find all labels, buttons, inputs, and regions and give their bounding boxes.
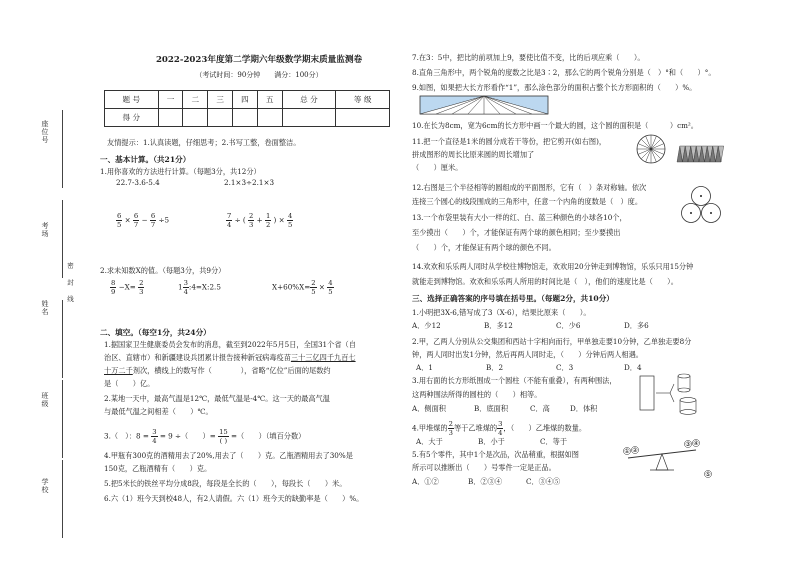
binding-line <box>62 110 63 188</box>
q2-1-underlined: 三十三亿四千九百七 <box>290 353 356 362</box>
cylinder-figures <box>640 372 708 418</box>
score-row-label: 得 分 <box>105 109 159 127</box>
score-cell[interactable] <box>183 109 208 127</box>
q2-3: 3.（ ）：8 = $\frac{3}{4}$ = 9 ÷（ ）= $\frac{15}{( )}$ =（ ）（填百分数） <box>104 428 306 445</box>
score-cell[interactable] <box>233 109 258 127</box>
q2-6: 6.六（1）班今天到校48人，有2人请假。六（1）班今天的缺勤率是（ ）%。 <box>104 494 364 503</box>
equation-2: 1 $\frac{3}{4}$ :4=X:2.5 <box>178 279 221 296</box>
expr-2: 2.1×3÷2.1×3 <box>224 178 275 187</box>
choice-4-opt[interactable]: B．小于 <box>478 437 505 446</box>
choice-1-opt[interactable]: D．多6 <box>624 321 649 330</box>
q2-4-line1: 4.甲瓶有300克的酒精用去了20%,用去了（ ）克。乙瓶酒精用去了30%是 <box>104 451 353 460</box>
q2-1-text: 治区、直辖市）和新疆建设兵团累计报告接种新冠病毒疫苗 <box>104 353 291 362</box>
rearranged-sectors-figure <box>677 144 723 162</box>
score-header: 四 <box>233 91 258 109</box>
score-header: 一 <box>158 91 183 109</box>
school-label: 学校 <box>41 478 49 494</box>
part-5-label: ⑤ <box>705 471 711 478</box>
choice-4-mid: 等于乙堆煤的 <box>453 423 498 433</box>
choice-4-tail: ，（ ）乙堆煤的数量。 <box>503 423 587 433</box>
choice-2-opt[interactable]: A．1 <box>416 363 433 372</box>
section-3-title: 三、选择正确答案的序号填在括号里。（每题2分，共10分） <box>412 294 614 303</box>
score-cell[interactable] <box>257 109 282 127</box>
part-1-label: ① <box>624 448 630 455</box>
q2-11-line2: 拼成图形的周长比原来圆的周长增加了 <box>412 150 535 159</box>
choice-3-opt[interactable]: B．底面积 <box>474 404 509 413</box>
score-header: 二 <box>183 91 208 109</box>
choice-1-stem: 1.小明把3X-6,错写成了3（X-6），结果比原来（ ）。 <box>412 308 591 317</box>
seal-line-label: 密 封 线 <box>66 262 74 306</box>
score-table <box>104 90 390 127</box>
name-label: 姓名 <box>41 300 49 316</box>
binding-line <box>62 460 63 538</box>
q2-14-line2: 就能走到博物馆。欢欢和乐乐两人所用的时间比是（ ），他们的速度比是（ ）。 <box>412 277 678 286</box>
choice-5-opt[interactable]: A．①② <box>412 477 439 486</box>
choice-5-opt[interactable]: C．③④⑤ <box>526 477 561 486</box>
q2-5: 5.把5米长的铁丝平均分成8段，每段是全长的（ ），每段长（ ）米。 <box>104 479 347 488</box>
exam-info: （考试时间：90分钟 满分：100分） <box>195 71 323 79</box>
q2-1-line3 <box>104 366 331 376</box>
score-cell[interactable] <box>282 109 336 127</box>
expr-3: $\frac{6}{5}$ × $\frac{6}{7}$ − $\frac{6}{7}$ ÷5 <box>117 212 170 229</box>
q2-12-line1: 12.右图是三个半径相等的圆组成的平面图形，它有（ ）条对称轴。依次 <box>412 183 647 192</box>
choice-2-opt[interactable]: D．4 <box>624 363 642 372</box>
equation-3-text: X+60%X= <box>272 282 311 292</box>
binding-line <box>62 300 63 378</box>
q2-12-line2: 连接三个圆心的线段围成的三角形中，任意一个内角的度数是（ ）度。 <box>412 197 643 206</box>
exam-room-label: 考场 <box>41 222 49 238</box>
three-circles-figure <box>676 186 726 228</box>
choice-2-opt[interactable]: B．2 <box>486 363 504 372</box>
choice-2-line1: 2.甲，乙两人分别从公交集团和西站十字相向而行，甲单独走要10分钟，乙单独走要8分 <box>412 337 692 346</box>
q2-14-line1: 14.欢欢和乐乐两人同时从学校往博物馆走，欢欢用20分钟走到博物馆，乐乐只用15分钟 <box>412 262 694 271</box>
choice-5-opt[interactable]: B．②③④ <box>468 477 503 486</box>
q1-1-stem: 1.用你喜欢的方法进行计算。（每题3分，共12分） <box>100 167 261 176</box>
q2-13-line1: 13.一个布袋里装有大小一样的红、白、蓝三种颜色的小球各10个， <box>412 213 627 222</box>
choice-3-line2: 这两种围法所得的圆柱的（ ）相等。 <box>412 390 542 399</box>
rectangle-shaded-figure <box>420 96 548 114</box>
section-2-title: 二、填空。（每空1分，共24分） <box>100 328 211 337</box>
friendly-tip: 友情提示：1.认真读题，仔细思考；2.书写工整，卷面整洁。 <box>107 138 301 147</box>
choice-3-opt[interactable]: D．体积 <box>570 404 598 413</box>
score-header: 题 号 <box>105 91 159 109</box>
seat-number-label: 座位号 <box>41 120 49 144</box>
choice-5-line1: 5.有5个零件，其中1个是次品，次品稍重，根据如图 <box>412 450 579 459</box>
q2-3-mid: = 9 ÷（ ）= <box>159 431 216 441</box>
expr-4: $\frac{7}{4}$ ÷ ( $\frac{2}{3}$ + $\frac{1}{2}$ ) × $\frac{4}{5}$ <box>227 212 293 229</box>
score-cell[interactable] <box>336 109 390 127</box>
choice-1-opt[interactable]: C．少6 <box>556 321 581 330</box>
binding-line <box>62 380 63 458</box>
q2-3-paren: ( ) <box>219 437 228 445</box>
score-header: 等 级 <box>336 91 390 109</box>
q2-1-underlined-2: 十万二千 <box>104 366 133 375</box>
score-header: 五 <box>257 91 282 109</box>
part-4-label: ④ <box>693 440 699 447</box>
equation-3: X+60%X= $\frac{2}{5}$ × $\frac{4}{5}$ <box>272 279 333 296</box>
choice-4-opt[interactable]: A．大于 <box>416 437 443 446</box>
choice-3-opt[interactable]: A．侧面积 <box>412 404 446 413</box>
q2-13-line3: （ ）个，才能保证有两个球的颜色不同。 <box>412 243 556 252</box>
q2-10: 10.在长为8cm，宽为6cm的长方形中画一个最大的圆，这个圆的面积是（ ）cm²。 <box>412 121 698 130</box>
q2-2-line1: 2.某地一天中，最高气温是12℃，最低气温是-4℃。这一天的最高气温 <box>104 394 330 403</box>
q2-1-line4: 是（ ）亿。 <box>104 379 155 388</box>
score-cell[interactable] <box>158 109 183 127</box>
score-header: 三 <box>208 91 233 109</box>
binding-line <box>62 200 63 278</box>
q2-11-line1: 11.把一个直径是1米的圆分成若干等份，把它剪开(如右图)， <box>412 137 607 146</box>
choice-1-opt[interactable]: B．多12 <box>484 321 513 330</box>
q2-2-line2: 与最低气温之间相差（ ）℃。 <box>104 407 213 416</box>
q1-2-stem: 2.求未知数X的值。（每题3分，共9分） <box>100 266 226 275</box>
part-3-label: ③ <box>685 441 691 448</box>
choice-3-line1: 3.用右面的长方形纸围成一个圆柱（不能有重叠），有两种围法， <box>412 376 617 385</box>
q2-3-head: 3.（ ）：8 = <box>104 431 149 441</box>
q2-8: 8.直角三角形中，两个锐角的度数之比是3∶2，那么它的两个锐角分别是（ ）°和（ ）°。 <box>412 68 716 77</box>
choice-4-opt[interactable]: C．等于 <box>540 437 568 446</box>
section-1-title: 一、基本计算。（共21分） <box>100 155 191 164</box>
page-title: 2022-2023年度第二学期六年级数学期末质量监测卷 <box>155 55 363 65</box>
q2-9: 9.如图，如果把大长方形看作“1”，那么涂色部分的面积占整个长方形面积的（ ）%。 <box>412 83 697 92</box>
q2-1-text-3: 剂次，横线上的数写作（ ），省略“亿位”后面的尾数约 <box>132 366 331 375</box>
equation-1: $\frac{8}{9}$ −X= $\frac{2}{3}$ <box>111 279 144 296</box>
score-cell[interactable] <box>208 109 233 127</box>
score-header: 总 分 <box>282 91 336 109</box>
q2-1-line1: 1.据国家卫生健康委员会发布的消息，截至到2022年5月5日，全国31个省（自 <box>104 340 356 349</box>
q2-4-line2: 150克，乙瓶酒精有（ ）克。 <box>104 464 212 473</box>
circle-sectors-figure <box>636 134 666 164</box>
choice-2-line2: 钟，两人同时出发1分钟，然后再两人同时走，（ ）分钟后两人相遇。 <box>412 350 643 359</box>
q2-1-line2 <box>104 353 356 363</box>
choice-4-head: 4.甲堆煤的 <box>412 423 448 433</box>
class-label: 班级 <box>41 392 49 408</box>
balance-scale-figure <box>620 440 720 484</box>
choice-1-opt[interactable]: A．少12 <box>412 321 441 330</box>
q2-7: 7.在3：5中，把比的前项加上9，要使比值不变，比的后项应乘（ ）。 <box>412 53 645 62</box>
part-2-label: ② <box>632 447 638 454</box>
q2-11-line3: （ ）厘米。 <box>412 163 463 172</box>
choice-2-opt[interactable]: C．3 <box>556 363 574 372</box>
expr-1: 22.7-3.6-5.4 <box>116 178 160 187</box>
q2-3-tail: =（ ）（填百分数） <box>231 431 306 441</box>
q2-13-line2: 至少摸出（ ）个，才能保证有两个球的颜色相同；至少要摸出 <box>412 228 621 237</box>
choice-3-opt[interactable]: C．高 <box>530 404 550 413</box>
choice-5-line2: 所示可以推断出（ ）号零件一定是正品。 <box>412 463 556 472</box>
choice-4-stem: 4.甲堆煤的 $\frac{2}{3}$ 等于乙堆煤的 $\frac{3}{4}$ ，（ ）乙堆煤的数量。 <box>412 420 587 437</box>
